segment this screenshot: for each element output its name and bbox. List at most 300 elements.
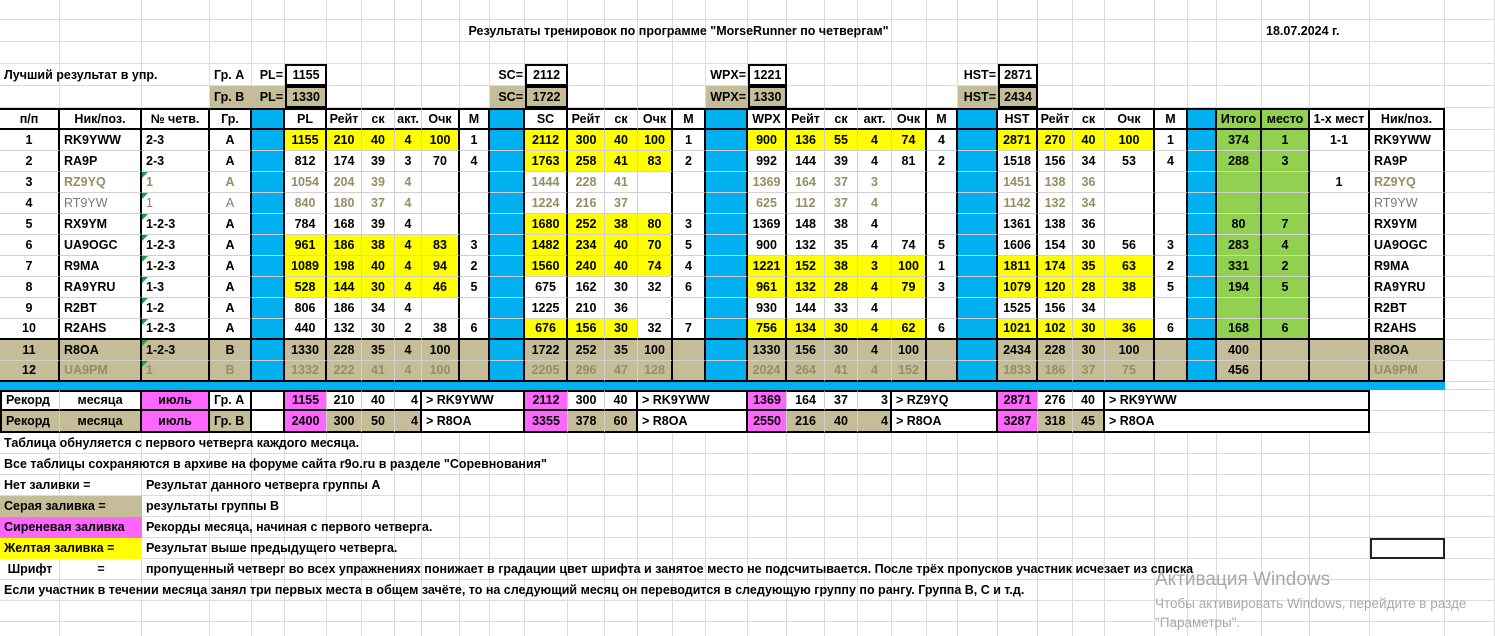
participant-nick[interactable]: RX9YM — [60, 214, 142, 235]
score-cell[interactable]: 1330 — [285, 340, 327, 361]
first-places[interactable] — [1310, 277, 1370, 298]
score-cell[interactable]: 4 — [858, 235, 892, 256]
row-number[interactable]: 9 — [0, 298, 60, 319]
score-cell[interactable] — [422, 298, 460, 319]
record-pl-value[interactable]: 210 — [327, 390, 362, 411]
record-holder[interactable]: > RK9YWW — [422, 390, 525, 411]
row-number[interactable]: 11 — [0, 340, 60, 361]
score-cell[interactable]: 100 — [892, 340, 927, 361]
score-cell[interactable]: 32 — [638, 277, 673, 298]
place[interactable] — [1262, 172, 1310, 193]
record-pl-value[interactable]: 40 — [362, 390, 395, 411]
participant-nick[interactable]: RZ9YQ — [60, 172, 142, 193]
score-cell[interactable]: 240 — [568, 256, 605, 277]
best-wpx-value[interactable]: 1330 — [748, 86, 787, 108]
score-cell[interactable]: 186 — [1038, 361, 1073, 382]
total-score[interactable] — [1217, 298, 1262, 319]
score-cell[interactable]: 144 — [327, 277, 362, 298]
place[interactable]: 3 — [1262, 151, 1310, 172]
score-cell[interactable]: 4 — [858, 214, 892, 235]
best-wpx-value[interactable]: 1221 — [748, 64, 787, 86]
total-score[interactable]: 80 — [1217, 214, 1262, 235]
participant-nick[interactable]: RK9YWW — [60, 130, 142, 151]
score-cell[interactable]: 4 — [858, 319, 892, 340]
record-sc-value[interactable]: 300 — [568, 390, 605, 411]
row-number[interactable]: 6 — [0, 235, 60, 256]
score-cell[interactable]: 2 — [395, 319, 422, 340]
column-header[interactable]: Ник/поз. — [60, 108, 142, 130]
score-cell[interactable] — [460, 298, 490, 319]
score-cell[interactable]: 1225 — [525, 298, 568, 319]
thursdays[interactable]: 2-3 — [142, 151, 210, 172]
thursdays[interactable]: 2-3 — [142, 130, 210, 151]
score-cell[interactable]: 144 — [787, 298, 825, 319]
score-cell[interactable] — [1155, 340, 1188, 361]
record-pl-value[interactable]: 4 — [395, 411, 422, 433]
score-cell[interactable]: 258 — [568, 151, 605, 172]
score-cell[interactable]: 39 — [825, 151, 858, 172]
place[interactable] — [1262, 361, 1310, 382]
score-cell[interactable]: 83 — [422, 235, 460, 256]
score-cell[interactable]: 1 — [1155, 130, 1188, 151]
score-cell[interactable]: 36 — [1105, 319, 1155, 340]
score-cell[interactable]: 228 — [568, 172, 605, 193]
first-places[interactable] — [1310, 340, 1370, 361]
score-cell[interactable]: 40 — [362, 256, 395, 277]
column-header[interactable]: SC — [525, 108, 568, 130]
score-cell[interactable]: 100 — [638, 130, 673, 151]
score-cell[interactable]: 83 — [638, 151, 673, 172]
score-cell[interactable]: 812 — [285, 151, 327, 172]
score-cell[interactable] — [460, 340, 490, 361]
thursdays[interactable]: 1-2 — [142, 298, 210, 319]
score-cell[interactable]: 2 — [460, 256, 490, 277]
total-score[interactable]: 288 — [1217, 151, 1262, 172]
score-cell[interactable] — [892, 298, 927, 319]
record-hst-value[interactable]: 45 — [1073, 411, 1105, 433]
score-cell[interactable]: 34 — [1073, 193, 1105, 214]
score-cell[interactable] — [1105, 214, 1155, 235]
thursdays[interactable]: 1-2-3 — [142, 340, 210, 361]
place[interactable]: 4 — [1262, 235, 1310, 256]
score-cell[interactable]: 100 — [1105, 130, 1155, 151]
group[interactable]: A — [210, 256, 252, 277]
score-cell[interactable]: 1518 — [998, 151, 1038, 172]
total-score[interactable]: 283 — [1217, 235, 1262, 256]
score-cell[interactable] — [1155, 214, 1188, 235]
row-number[interactable]: 12 — [0, 361, 60, 382]
score-cell[interactable]: 40 — [605, 256, 638, 277]
score-cell[interactable]: 2 — [927, 151, 958, 172]
score-cell[interactable]: 6 — [927, 319, 958, 340]
score-cell[interactable]: 3 — [927, 277, 958, 298]
score-cell[interactable]: 36 — [1073, 214, 1105, 235]
score-cell[interactable]: 675 — [525, 277, 568, 298]
score-cell[interactable]: 74 — [638, 256, 673, 277]
total-score[interactable]: 194 — [1217, 277, 1262, 298]
record-holder[interactable]: > RZ9YQ — [892, 390, 998, 411]
first-places[interactable] — [1310, 256, 1370, 277]
record-wpx-value[interactable]: 37 — [825, 390, 858, 411]
column-header[interactable]: место — [1262, 108, 1310, 130]
score-cell[interactable]: 81 — [892, 151, 927, 172]
score-cell[interactable]: 1451 — [998, 172, 1038, 193]
record-hst-value[interactable]: 318 — [1038, 411, 1073, 433]
place[interactable] — [1262, 193, 1310, 214]
score-cell[interactable]: 186 — [327, 235, 362, 256]
score-cell[interactable]: 100 — [892, 256, 927, 277]
score-cell[interactable] — [927, 172, 958, 193]
score-cell[interactable]: 1332 — [285, 361, 327, 382]
score-cell[interactable]: 2024 — [748, 361, 787, 382]
score-cell[interactable]: 4 — [673, 256, 706, 277]
score-cell[interactable]: 4 — [395, 235, 422, 256]
thursdays[interactable]: 1-3 — [142, 277, 210, 298]
total-score[interactable] — [1217, 172, 1262, 193]
score-cell[interactable] — [1155, 172, 1188, 193]
score-cell[interactable]: 1444 — [525, 172, 568, 193]
score-cell[interactable]: 2205 — [525, 361, 568, 382]
row-number[interactable]: 7 — [0, 256, 60, 277]
score-cell[interactable]: 70 — [638, 235, 673, 256]
score-cell[interactable]: 132 — [787, 235, 825, 256]
column-header[interactable]: Очк — [638, 108, 673, 130]
score-cell[interactable]: 30 — [362, 319, 395, 340]
place[interactable] — [1262, 298, 1310, 319]
score-cell[interactable]: 35 — [605, 340, 638, 361]
score-cell[interactable] — [460, 193, 490, 214]
total-score[interactable]: 456 — [1217, 361, 1262, 382]
score-cell[interactable]: 148 — [787, 214, 825, 235]
thursdays[interactable]: 1-2-3 — [142, 256, 210, 277]
empty-cell[interactable] — [252, 390, 285, 411]
score-cell[interactable]: 100 — [422, 361, 460, 382]
score-cell[interactable]: 46 — [422, 277, 460, 298]
row-number[interactable]: 1 — [0, 130, 60, 151]
score-cell[interactable]: 1833 — [998, 361, 1038, 382]
record-wpx-value[interactable]: 40 — [825, 411, 858, 433]
first-places[interactable]: 1 — [1310, 172, 1370, 193]
first-places[interactable] — [1310, 193, 1370, 214]
score-cell[interactable]: 1 — [460, 130, 490, 151]
thursdays[interactable]: 1-2-3 — [142, 319, 210, 340]
score-cell[interactable]: 252 — [568, 214, 605, 235]
score-cell[interactable]: 174 — [1038, 256, 1073, 277]
score-cell[interactable]: 210 — [568, 298, 605, 319]
score-cell[interactable]: 1482 — [525, 235, 568, 256]
score-cell[interactable] — [422, 172, 460, 193]
score-cell[interactable] — [422, 193, 460, 214]
score-cell[interactable]: 30 — [825, 340, 858, 361]
score-cell[interactable]: 784 — [285, 214, 327, 235]
score-cell[interactable]: 440 — [285, 319, 327, 340]
score-cell[interactable]: 300 — [568, 130, 605, 151]
column-header[interactable]: Рейт — [568, 108, 605, 130]
score-cell[interactable]: 5 — [673, 235, 706, 256]
score-cell[interactable]: 3 — [395, 151, 422, 172]
column-header[interactable]: Гр. — [210, 108, 252, 130]
score-cell[interactable]: 961 — [285, 235, 327, 256]
group[interactable]: A — [210, 151, 252, 172]
score-cell[interactable]: 34 — [1073, 298, 1105, 319]
score-cell[interactable]: 4 — [858, 361, 892, 382]
score-cell[interactable]: 4 — [858, 130, 892, 151]
score-cell[interactable]: 1722 — [525, 340, 568, 361]
score-cell[interactable]: 264 — [787, 361, 825, 382]
group[interactable]: A — [210, 130, 252, 151]
record-holder[interactable]: > RK9YWW — [638, 390, 748, 411]
score-cell[interactable]: 30 — [1073, 235, 1105, 256]
score-cell[interactable]: 100 — [1105, 340, 1155, 361]
score-cell[interactable]: 162 — [568, 277, 605, 298]
score-cell[interactable]: 39 — [362, 214, 395, 235]
first-places[interactable] — [1310, 151, 1370, 172]
empty-cell[interactable] — [252, 411, 285, 433]
participant-nick[interactable]: R9MA — [60, 256, 142, 277]
score-cell[interactable]: 38 — [362, 235, 395, 256]
score-cell[interactable]: 120 — [1038, 277, 1073, 298]
column-header[interactable]: Очк — [1105, 108, 1155, 130]
column-header[interactable]: ск — [605, 108, 638, 130]
score-cell[interactable]: 37 — [605, 193, 638, 214]
group[interactable]: A — [210, 193, 252, 214]
score-cell[interactable]: 961 — [748, 277, 787, 298]
best-sc-value[interactable]: 2112 — [525, 64, 568, 86]
score-cell[interactable]: 37 — [1073, 361, 1105, 382]
score-cell[interactable]: 136 — [787, 130, 825, 151]
score-cell[interactable]: 1361 — [998, 214, 1038, 235]
column-header[interactable]: PL — [285, 108, 327, 130]
score-cell[interactable]: 35 — [825, 235, 858, 256]
score-cell[interactable]: 900 — [748, 130, 787, 151]
score-cell[interactable]: 3 — [460, 235, 490, 256]
score-cell[interactable]: 228 — [1038, 340, 1073, 361]
participant-nick[interactable]: UA9PM — [1370, 361, 1445, 382]
record-sc-value[interactable]: 40 — [605, 390, 638, 411]
record-month[interactable]: июль — [142, 390, 210, 411]
column-header[interactable]: ск — [825, 108, 858, 130]
participant-nick[interactable]: RZ9YQ — [1370, 172, 1445, 193]
score-cell[interactable] — [673, 298, 706, 319]
row-number[interactable]: 10 — [0, 319, 60, 340]
record-pl-value[interactable]: 2400 — [285, 411, 327, 433]
participant-nick[interactable]: R2BT — [60, 298, 142, 319]
score-cell[interactable]: 35 — [1073, 256, 1105, 277]
column-header[interactable]: М — [927, 108, 958, 130]
score-cell[interactable]: 840 — [285, 193, 327, 214]
place[interactable] — [1262, 340, 1310, 361]
first-places[interactable] — [1310, 298, 1370, 319]
participant-nick[interactable]: RT9YW — [1370, 193, 1445, 214]
column-header[interactable]: Рейт — [327, 108, 362, 130]
score-cell[interactable]: 4 — [858, 151, 892, 172]
score-cell[interactable]: 100 — [422, 130, 460, 151]
score-cell[interactable]: 112 — [787, 193, 825, 214]
score-cell[interactable]: 5 — [460, 277, 490, 298]
best-hst-value[interactable]: 2871 — [998, 64, 1038, 86]
score-cell[interactable]: 138 — [1038, 172, 1073, 193]
score-cell[interactable]: 2871 — [998, 130, 1038, 151]
thursdays[interactable]: 1 — [142, 193, 210, 214]
score-cell[interactable]: 156 — [1038, 151, 1073, 172]
place[interactable]: 5 — [1262, 277, 1310, 298]
score-cell[interactable]: 37 — [825, 193, 858, 214]
score-cell[interactable]: 152 — [892, 361, 927, 382]
score-cell[interactable]: 80 — [638, 214, 673, 235]
group[interactable]: A — [210, 235, 252, 256]
score-cell[interactable] — [927, 340, 958, 361]
score-cell[interactable]: 30 — [605, 277, 638, 298]
score-cell[interactable]: 930 — [748, 298, 787, 319]
row-number[interactable]: 3 — [0, 172, 60, 193]
participant-nick[interactable]: R8OA — [60, 340, 142, 361]
record-wpx-value[interactable]: 216 — [787, 411, 825, 433]
score-cell[interactable]: 63 — [1105, 256, 1155, 277]
record-label[interactable]: месяца — [60, 390, 142, 411]
score-cell[interactable] — [673, 172, 706, 193]
score-cell[interactable] — [1105, 298, 1155, 319]
score-cell[interactable]: 102 — [1038, 319, 1073, 340]
column-header[interactable]: ск — [1073, 108, 1105, 130]
score-cell[interactable]: 228 — [327, 340, 362, 361]
score-cell[interactable]: 1142 — [998, 193, 1038, 214]
column-header[interactable]: Очк — [892, 108, 927, 130]
score-cell[interactable]: 168 — [327, 214, 362, 235]
score-cell[interactable]: 132 — [327, 319, 362, 340]
score-cell[interactable] — [892, 193, 927, 214]
participant-nick[interactable]: RK9YWW — [1370, 130, 1445, 151]
score-cell[interactable] — [460, 214, 490, 235]
score-cell[interactable]: 234 — [568, 235, 605, 256]
score-cell[interactable]: 4 — [858, 298, 892, 319]
score-cell[interactable]: 1680 — [525, 214, 568, 235]
thursdays[interactable]: 1-2-3 — [142, 235, 210, 256]
score-cell[interactable]: 36 — [1073, 172, 1105, 193]
participant-nick[interactable]: R8OA — [1370, 340, 1445, 361]
score-cell[interactable]: 992 — [748, 151, 787, 172]
participant-nick[interactable]: R2AHS — [60, 319, 142, 340]
score-cell[interactable]: 1089 — [285, 256, 327, 277]
score-cell[interactable]: 75 — [1105, 361, 1155, 382]
score-cell[interactable] — [927, 361, 958, 382]
score-cell[interactable]: 1330 — [748, 340, 787, 361]
participant-nick[interactable]: RT9YW — [60, 193, 142, 214]
score-cell[interactable]: 1 — [673, 130, 706, 151]
score-cell[interactable] — [460, 172, 490, 193]
score-cell[interactable] — [638, 193, 673, 214]
participant-nick[interactable]: R2BT — [1370, 298, 1445, 319]
score-cell[interactable]: 3 — [858, 256, 892, 277]
column-header[interactable]: Рейт — [1038, 108, 1073, 130]
score-cell[interactable]: 4 — [858, 277, 892, 298]
record-pl-value[interactable]: 300 — [327, 411, 362, 433]
score-cell[interactable]: 40 — [362, 130, 395, 151]
score-cell[interactable] — [673, 340, 706, 361]
record-hst-value[interactable]: 276 — [1038, 390, 1073, 411]
score-cell[interactable]: 138 — [1038, 214, 1073, 235]
score-cell[interactable]: 4 — [395, 361, 422, 382]
score-cell[interactable]: 38 — [825, 256, 858, 277]
thursdays[interactable]: 1 — [142, 172, 210, 193]
score-cell[interactable]: 38 — [422, 319, 460, 340]
column-header[interactable]: WPX — [748, 108, 787, 130]
first-places[interactable] — [1310, 214, 1370, 235]
record-sc-value[interactable]: 378 — [568, 411, 605, 433]
best-hst-value[interactable]: 2434 — [998, 86, 1038, 108]
score-cell[interactable] — [673, 193, 706, 214]
score-cell[interactable]: 53 — [1105, 151, 1155, 172]
score-cell[interactable]: 156 — [568, 319, 605, 340]
score-cell[interactable]: 222 — [327, 361, 362, 382]
column-header[interactable]: ск — [362, 108, 395, 130]
total-score[interactable]: 168 — [1217, 319, 1262, 340]
score-cell[interactable] — [892, 172, 927, 193]
score-cell[interactable]: 79 — [892, 277, 927, 298]
total-score[interactable]: 374 — [1217, 130, 1262, 151]
record-wpx-value[interactable]: 2550 — [748, 411, 787, 433]
record-hst-value[interactable]: 3287 — [998, 411, 1038, 433]
score-cell[interactable]: 900 — [748, 235, 787, 256]
score-cell[interactable]: 37 — [825, 172, 858, 193]
score-cell[interactable]: 3 — [673, 214, 706, 235]
score-cell[interactable]: 28 — [1073, 277, 1105, 298]
score-cell[interactable]: 756 — [748, 319, 787, 340]
best-sc-value[interactable]: 1722 — [525, 86, 568, 108]
score-cell[interactable]: 2 — [1155, 256, 1188, 277]
score-cell[interactable]: 41 — [362, 361, 395, 382]
score-cell[interactable]: 40 — [1073, 130, 1105, 151]
score-cell[interactable]: 152 — [787, 256, 825, 277]
score-cell[interactable]: 4 — [395, 340, 422, 361]
score-cell[interactable]: 4 — [395, 130, 422, 151]
record-sc-value[interactable]: 3355 — [525, 411, 568, 433]
row-number[interactable]: 2 — [0, 151, 60, 172]
score-cell[interactable]: 164 — [787, 172, 825, 193]
record-pl-value[interactable]: 1155 — [285, 390, 327, 411]
score-cell[interactable]: 4 — [395, 172, 422, 193]
column-header[interactable]: Очк — [422, 108, 460, 130]
place[interactable]: 1 — [1262, 130, 1310, 151]
column-header[interactable]: М — [460, 108, 490, 130]
score-cell[interactable]: 39 — [362, 172, 395, 193]
score-cell[interactable] — [673, 361, 706, 382]
score-cell[interactable] — [638, 298, 673, 319]
participant-nick[interactable]: RA9YRU — [1370, 277, 1445, 298]
participant-nick[interactable]: RA9YRU — [60, 277, 142, 298]
score-cell[interactable]: 2 — [673, 151, 706, 172]
score-cell[interactable]: 4 — [395, 256, 422, 277]
column-header[interactable]: М — [1155, 108, 1188, 130]
score-cell[interactable]: 1369 — [748, 214, 787, 235]
group[interactable]: B — [210, 340, 252, 361]
score-cell[interactable] — [1155, 298, 1188, 319]
place[interactable]: 7 — [1262, 214, 1310, 235]
score-cell[interactable]: 38 — [825, 214, 858, 235]
record-pl-value[interactable]: 4 — [395, 390, 422, 411]
score-cell[interactable]: 4 — [395, 277, 422, 298]
record-holder[interactable]: > RK9YWW — [1105, 390, 1370, 411]
column-header[interactable]: акт. — [395, 108, 422, 130]
column-header[interactable]: Итого — [1217, 108, 1262, 130]
group[interactable]: A — [210, 298, 252, 319]
record-holder[interactable]: > R8OA — [422, 411, 525, 433]
score-cell[interactable]: 30 — [362, 277, 395, 298]
score-cell[interactable] — [638, 172, 673, 193]
column-header[interactable]: 1-х мест — [1310, 108, 1370, 130]
column-header[interactable]: п/п — [0, 108, 60, 130]
column-header[interactable]: HST — [998, 108, 1038, 130]
participant-nick[interactable]: RX9YM — [1370, 214, 1445, 235]
